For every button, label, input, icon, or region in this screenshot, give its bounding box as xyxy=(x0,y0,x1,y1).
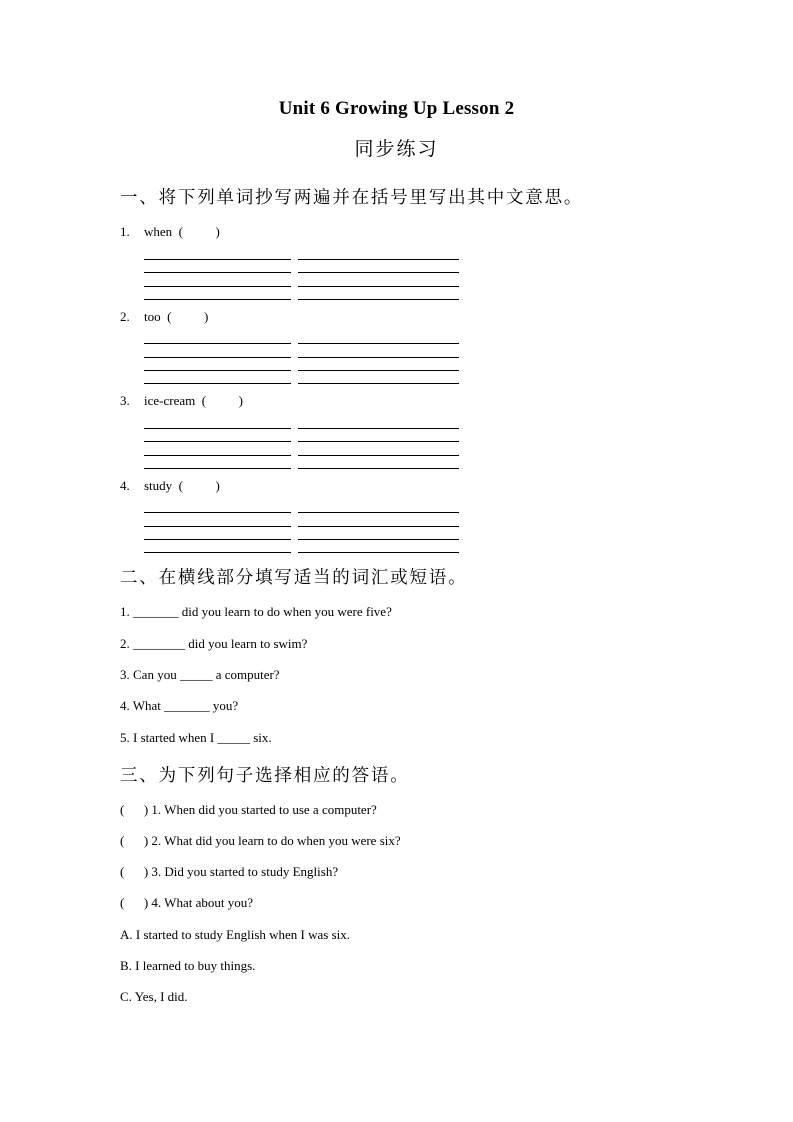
fill-blank-1: 1. _______ did you learn to do when you were five? xyxy=(120,604,392,619)
writing-line[interactable] xyxy=(298,272,459,273)
copy-item-3 xyxy=(120,393,243,409)
fill-blank-3: 3. Can you _____ a computer? xyxy=(120,667,280,682)
writing-line[interactable] xyxy=(144,357,291,358)
writing-line[interactable] xyxy=(298,428,459,429)
item-number: 3. xyxy=(120,393,130,408)
section-1-heading: 一、将下列单词抄写两遍并在括号里写出其中文意思。 xyxy=(120,188,584,208)
meaning-blank[interactable]: ( ) xyxy=(178,224,220,239)
writing-line[interactable] xyxy=(144,370,291,371)
copy-item-2 xyxy=(120,309,208,325)
match-question-3: ( ) 3. Did you started to study English? xyxy=(120,864,339,879)
fill-blank-2: 2. ________ did you learn to swim? xyxy=(120,636,308,651)
writing-line[interactable] xyxy=(298,441,459,442)
fill-blank-4: 4. What _______ you? xyxy=(120,698,239,713)
writing-line[interactable] xyxy=(144,468,291,469)
worksheet-title: Unit 6 Growing Up Lesson 2 xyxy=(278,98,515,119)
writing-line[interactable] xyxy=(298,539,459,540)
match-question-2: ( ) 2. What did you learn to do when you were six? xyxy=(120,833,401,848)
worksheet-subtitle: 同步练习 xyxy=(354,138,439,160)
writing-line[interactable] xyxy=(144,526,291,527)
answer-option-c: C. Yes, I did. xyxy=(120,989,188,1004)
writing-line[interactable] xyxy=(144,343,291,344)
writing-line[interactable] xyxy=(144,455,291,456)
writing-line[interactable] xyxy=(298,259,459,260)
writing-line[interactable] xyxy=(298,299,459,300)
writing-line[interactable] xyxy=(144,539,291,540)
copy-item-4 xyxy=(120,478,220,494)
section-2-heading: 二、在横线部分填写适当的词汇或短语。 xyxy=(120,568,468,588)
writing-line[interactable] xyxy=(298,383,459,384)
item-number: 4. xyxy=(120,478,130,493)
writing-line[interactable] xyxy=(144,259,291,260)
match-question-1: ( ) 1. When did you started to use a computer? xyxy=(120,802,377,817)
answer-option-a: A. I started to study English when I was six. xyxy=(120,927,351,942)
writing-line[interactable] xyxy=(298,357,459,358)
writing-line[interactable] xyxy=(144,552,291,553)
writing-line[interactable] xyxy=(144,272,291,273)
item-word: when xyxy=(144,224,173,239)
copy-item-1 xyxy=(120,224,220,240)
meaning-blank[interactable]: ( ) xyxy=(178,478,220,493)
writing-line[interactable] xyxy=(298,343,459,344)
writing-line[interactable] xyxy=(144,512,291,513)
writing-line[interactable] xyxy=(298,468,459,469)
writing-line[interactable] xyxy=(298,455,459,456)
fill-blank-5: 5. I started when I _____ six. xyxy=(120,730,272,745)
section-3-heading: 三、为下列句子选择相应的答语。 xyxy=(120,766,410,786)
answer-option-b: B. I learned to buy things. xyxy=(120,958,256,973)
writing-line[interactable] xyxy=(144,441,291,442)
item-number: 2. xyxy=(120,309,130,324)
meaning-blank[interactable]: ( ) xyxy=(201,393,243,408)
item-word: study xyxy=(144,478,173,493)
item-number: 1. xyxy=(120,224,130,239)
item-word: ice-cream xyxy=(144,393,196,408)
writing-line[interactable] xyxy=(144,299,291,300)
writing-line[interactable] xyxy=(144,383,291,384)
writing-line[interactable] xyxy=(298,552,459,553)
writing-line[interactable] xyxy=(298,286,459,287)
writing-line[interactable] xyxy=(298,370,459,371)
writing-line[interactable] xyxy=(144,428,291,429)
meaning-blank[interactable]: ( ) xyxy=(167,309,209,324)
item-word: too xyxy=(144,309,161,324)
writing-line[interactable] xyxy=(298,512,459,513)
writing-line[interactable] xyxy=(298,526,459,527)
writing-line[interactable] xyxy=(144,286,291,287)
match-question-4: ( ) 4. What about you? xyxy=(120,895,253,910)
